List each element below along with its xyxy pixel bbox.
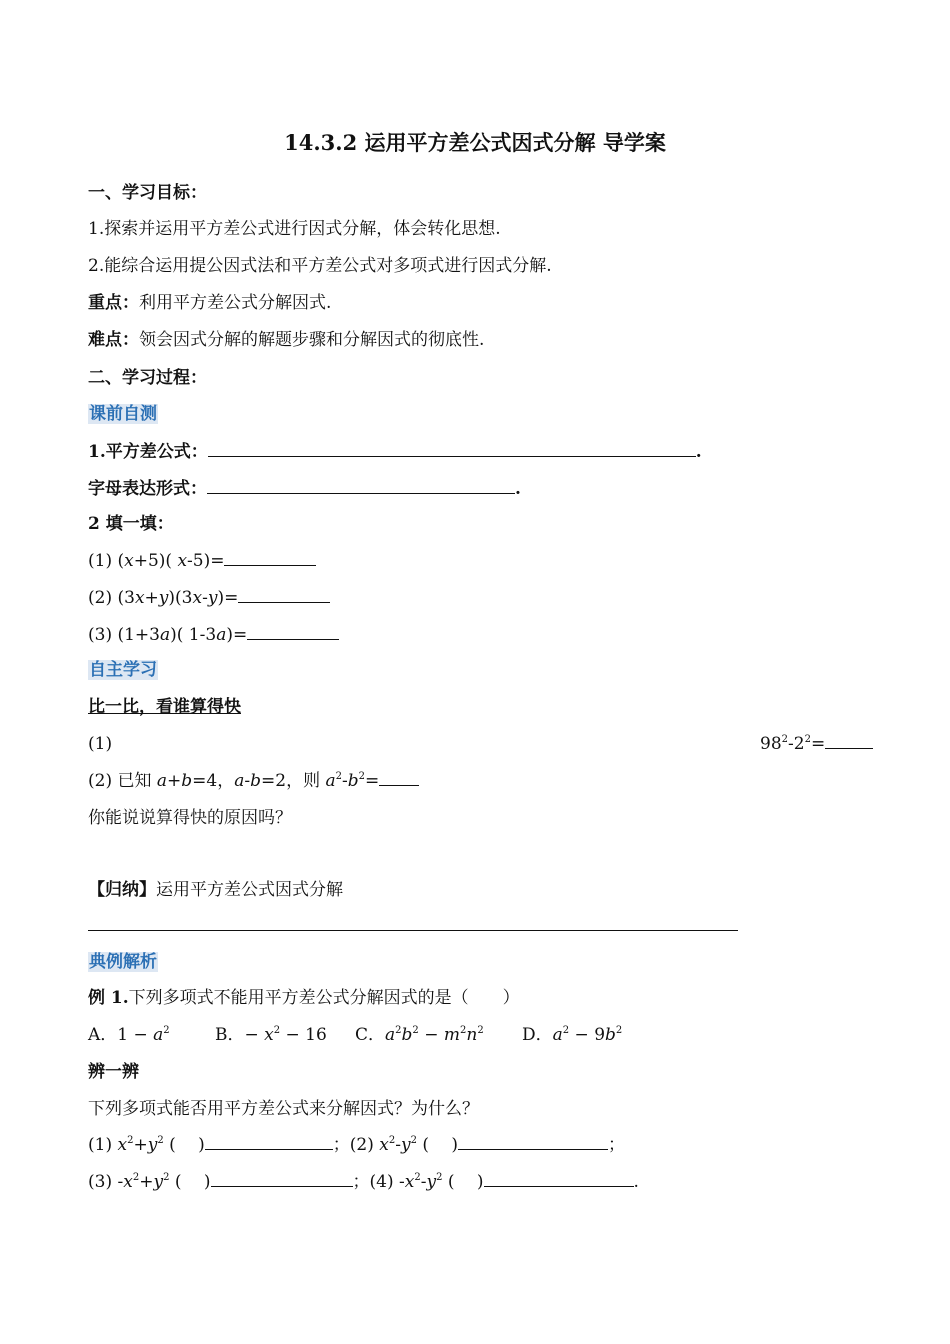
summary-answer-line[interactable] xyxy=(88,930,738,931)
example-tag: 典例解析 xyxy=(89,952,157,972)
discern-4-blank[interactable] xyxy=(484,1170,634,1187)
fill-3-text: (3) (1+3 xyxy=(88,625,160,645)
fill-2-text: )= xyxy=(217,588,239,608)
answer-paren[interactable]: ( ) xyxy=(169,1172,211,1192)
var-b: b xyxy=(347,771,359,791)
summary-text: 运用平方差公式因式分解 xyxy=(156,880,343,900)
num-2: -2 xyxy=(788,734,805,754)
section1-heading: 一、学习目标： xyxy=(88,183,207,203)
key-point xyxy=(88,291,331,315)
discern-question: 下列多项式能否用平方差公式来分解因式？为什么？ xyxy=(88,1099,479,1119)
compare-2-text: + xyxy=(167,771,182,791)
formula-question xyxy=(88,439,702,464)
discern-row-2: (3) $-x^2+y^2$ ( ) ；(4) $-x^2-y^2$ ( ) . xyxy=(88,1172,639,1192)
summary-label: 【归纳】 xyxy=(88,880,156,900)
self-study-tag-row xyxy=(88,658,158,682)
compare-2-text: =4， xyxy=(192,771,235,791)
var-x: x xyxy=(192,588,203,608)
var-x: x xyxy=(134,588,145,608)
fill-3-text: )( 1-3 xyxy=(170,625,217,645)
difficult-point xyxy=(88,328,484,352)
example-1-text: 下列多项式不能用平方差公式分解因式的是（ ） xyxy=(128,988,520,1008)
fill-1-blank[interactable] xyxy=(224,549,316,566)
fill-item-1 xyxy=(88,549,316,573)
num-98: 98 xyxy=(760,734,782,754)
compare-item-2 xyxy=(88,769,419,793)
compare-2-text: =2，则 xyxy=(261,771,326,791)
fill-3-text: )= xyxy=(226,625,248,645)
letter-form-label: 字母表达形式： xyxy=(88,479,207,499)
example-1 xyxy=(88,986,520,1010)
compare-2-text: - xyxy=(244,771,251,791)
fill-item-3 xyxy=(88,623,339,647)
compare-1-blank[interactable] xyxy=(825,732,873,749)
formula-period: . xyxy=(695,442,702,462)
summary xyxy=(88,878,343,902)
goal-1: 1.探索并运用平方差公式进行因式分解，体会转化思想. xyxy=(88,219,501,239)
pre-test-tag: 课前自测 xyxy=(89,404,157,424)
formula-label: 1.平方差公式： xyxy=(88,442,208,462)
section2-heading: 二、学习过程： xyxy=(88,368,207,388)
var-y: y xyxy=(207,588,218,608)
var-x: x xyxy=(177,551,188,571)
answer-paren[interactable]: ( ) xyxy=(163,1135,205,1155)
option-c[interactable]: C．$a^2b^2 - m^2n^2$ xyxy=(355,1025,484,1045)
compare-item-1-num: (1) xyxy=(88,734,113,754)
var-y: y xyxy=(158,588,169,608)
page-title: 14.3.2 运用平方差公式因式分解 导学案 xyxy=(284,130,666,155)
fill-2-text: (2) (3 xyxy=(88,588,135,608)
discern-1-blank[interactable] xyxy=(205,1133,333,1150)
goal-2: 2.能综合运用提公因式法和平方差公式对多项式进行因式分解. xyxy=(88,256,552,276)
fill-2-text: + xyxy=(144,588,159,608)
formula-blank[interactable] xyxy=(208,439,696,457)
letter-form-question xyxy=(88,476,521,501)
answer-paren[interactable]: ( ) xyxy=(416,1135,459,1155)
option-b[interactable]: B．− $x^2 - 16$ xyxy=(215,1025,327,1045)
fill-2-blank[interactable] xyxy=(238,586,330,603)
fill-2-text: - xyxy=(202,588,208,608)
letter-form-period: . xyxy=(515,479,521,499)
fill-1-text: -5)= xyxy=(187,551,225,571)
reason-question: 你能说说算得快的原因吗？ xyxy=(88,808,292,828)
pre-test-tag-row xyxy=(88,402,158,426)
compare-2-text: = xyxy=(365,771,380,791)
var-b: b xyxy=(181,771,193,791)
compare-2-blank[interactable] xyxy=(379,769,419,786)
exponent: 2 xyxy=(358,771,366,782)
discern-heading: 辨一辨 xyxy=(88,1062,139,1082)
letter-form-blank[interactable] xyxy=(207,476,515,494)
self-study-tag: 自主学习 xyxy=(89,660,157,680)
example-1-label: 例 1. xyxy=(88,988,129,1008)
exponent: 2 xyxy=(335,771,342,782)
key-point-text: 利用平方差公式分解因式. xyxy=(139,293,332,313)
discern-3-blank[interactable] xyxy=(211,1170,353,1187)
key-point-label: 重点： xyxy=(88,293,139,313)
compare-item-1-expr xyxy=(760,732,873,756)
discern-2-blank[interactable] xyxy=(458,1133,608,1150)
fill-1-text: +5)( xyxy=(133,551,178,571)
exponent: 2 xyxy=(804,734,811,745)
compare-2-text: (2) 已知 xyxy=(88,771,157,791)
fill-3-blank[interactable] xyxy=(247,623,339,640)
exponent: 2 xyxy=(781,734,789,745)
answer-paren[interactable]: ( ) xyxy=(442,1172,484,1192)
fill-1-text: (1) ( xyxy=(88,551,125,571)
var-a: a xyxy=(325,771,336,791)
discern-row-1: (1) $x^2+y^2$ ( ) ；(2) $x^2-y^2$ ( ) ； xyxy=(88,1135,626,1155)
option-a[interactable]: A．$1 - a^2$ xyxy=(88,1025,170,1045)
difficult-point-text: 领会因式分解的解题步骤和分解因式的彻底性. xyxy=(139,330,485,350)
var-a: a xyxy=(216,625,227,645)
var-a: a xyxy=(156,771,168,791)
var-x: x xyxy=(124,551,134,571)
difficult-point-label: 难点： xyxy=(88,330,139,350)
fill-2-text: )(3 xyxy=(168,588,193,608)
var-a: a xyxy=(160,625,171,645)
fill-item-2 xyxy=(88,586,330,610)
example-1-options xyxy=(88,1023,688,1047)
compare-heading: 比一比，看谁算得快 xyxy=(88,697,241,717)
fill-heading: 2 填一填： xyxy=(88,514,174,534)
var-a: a xyxy=(234,771,245,791)
example-tag-row xyxy=(88,950,158,974)
option-d[interactable]: D．$a^2 - 9b^2$ xyxy=(522,1025,623,1045)
equals: = xyxy=(810,734,826,754)
var-b: b xyxy=(250,771,262,791)
compare-2-text: - xyxy=(342,771,348,791)
